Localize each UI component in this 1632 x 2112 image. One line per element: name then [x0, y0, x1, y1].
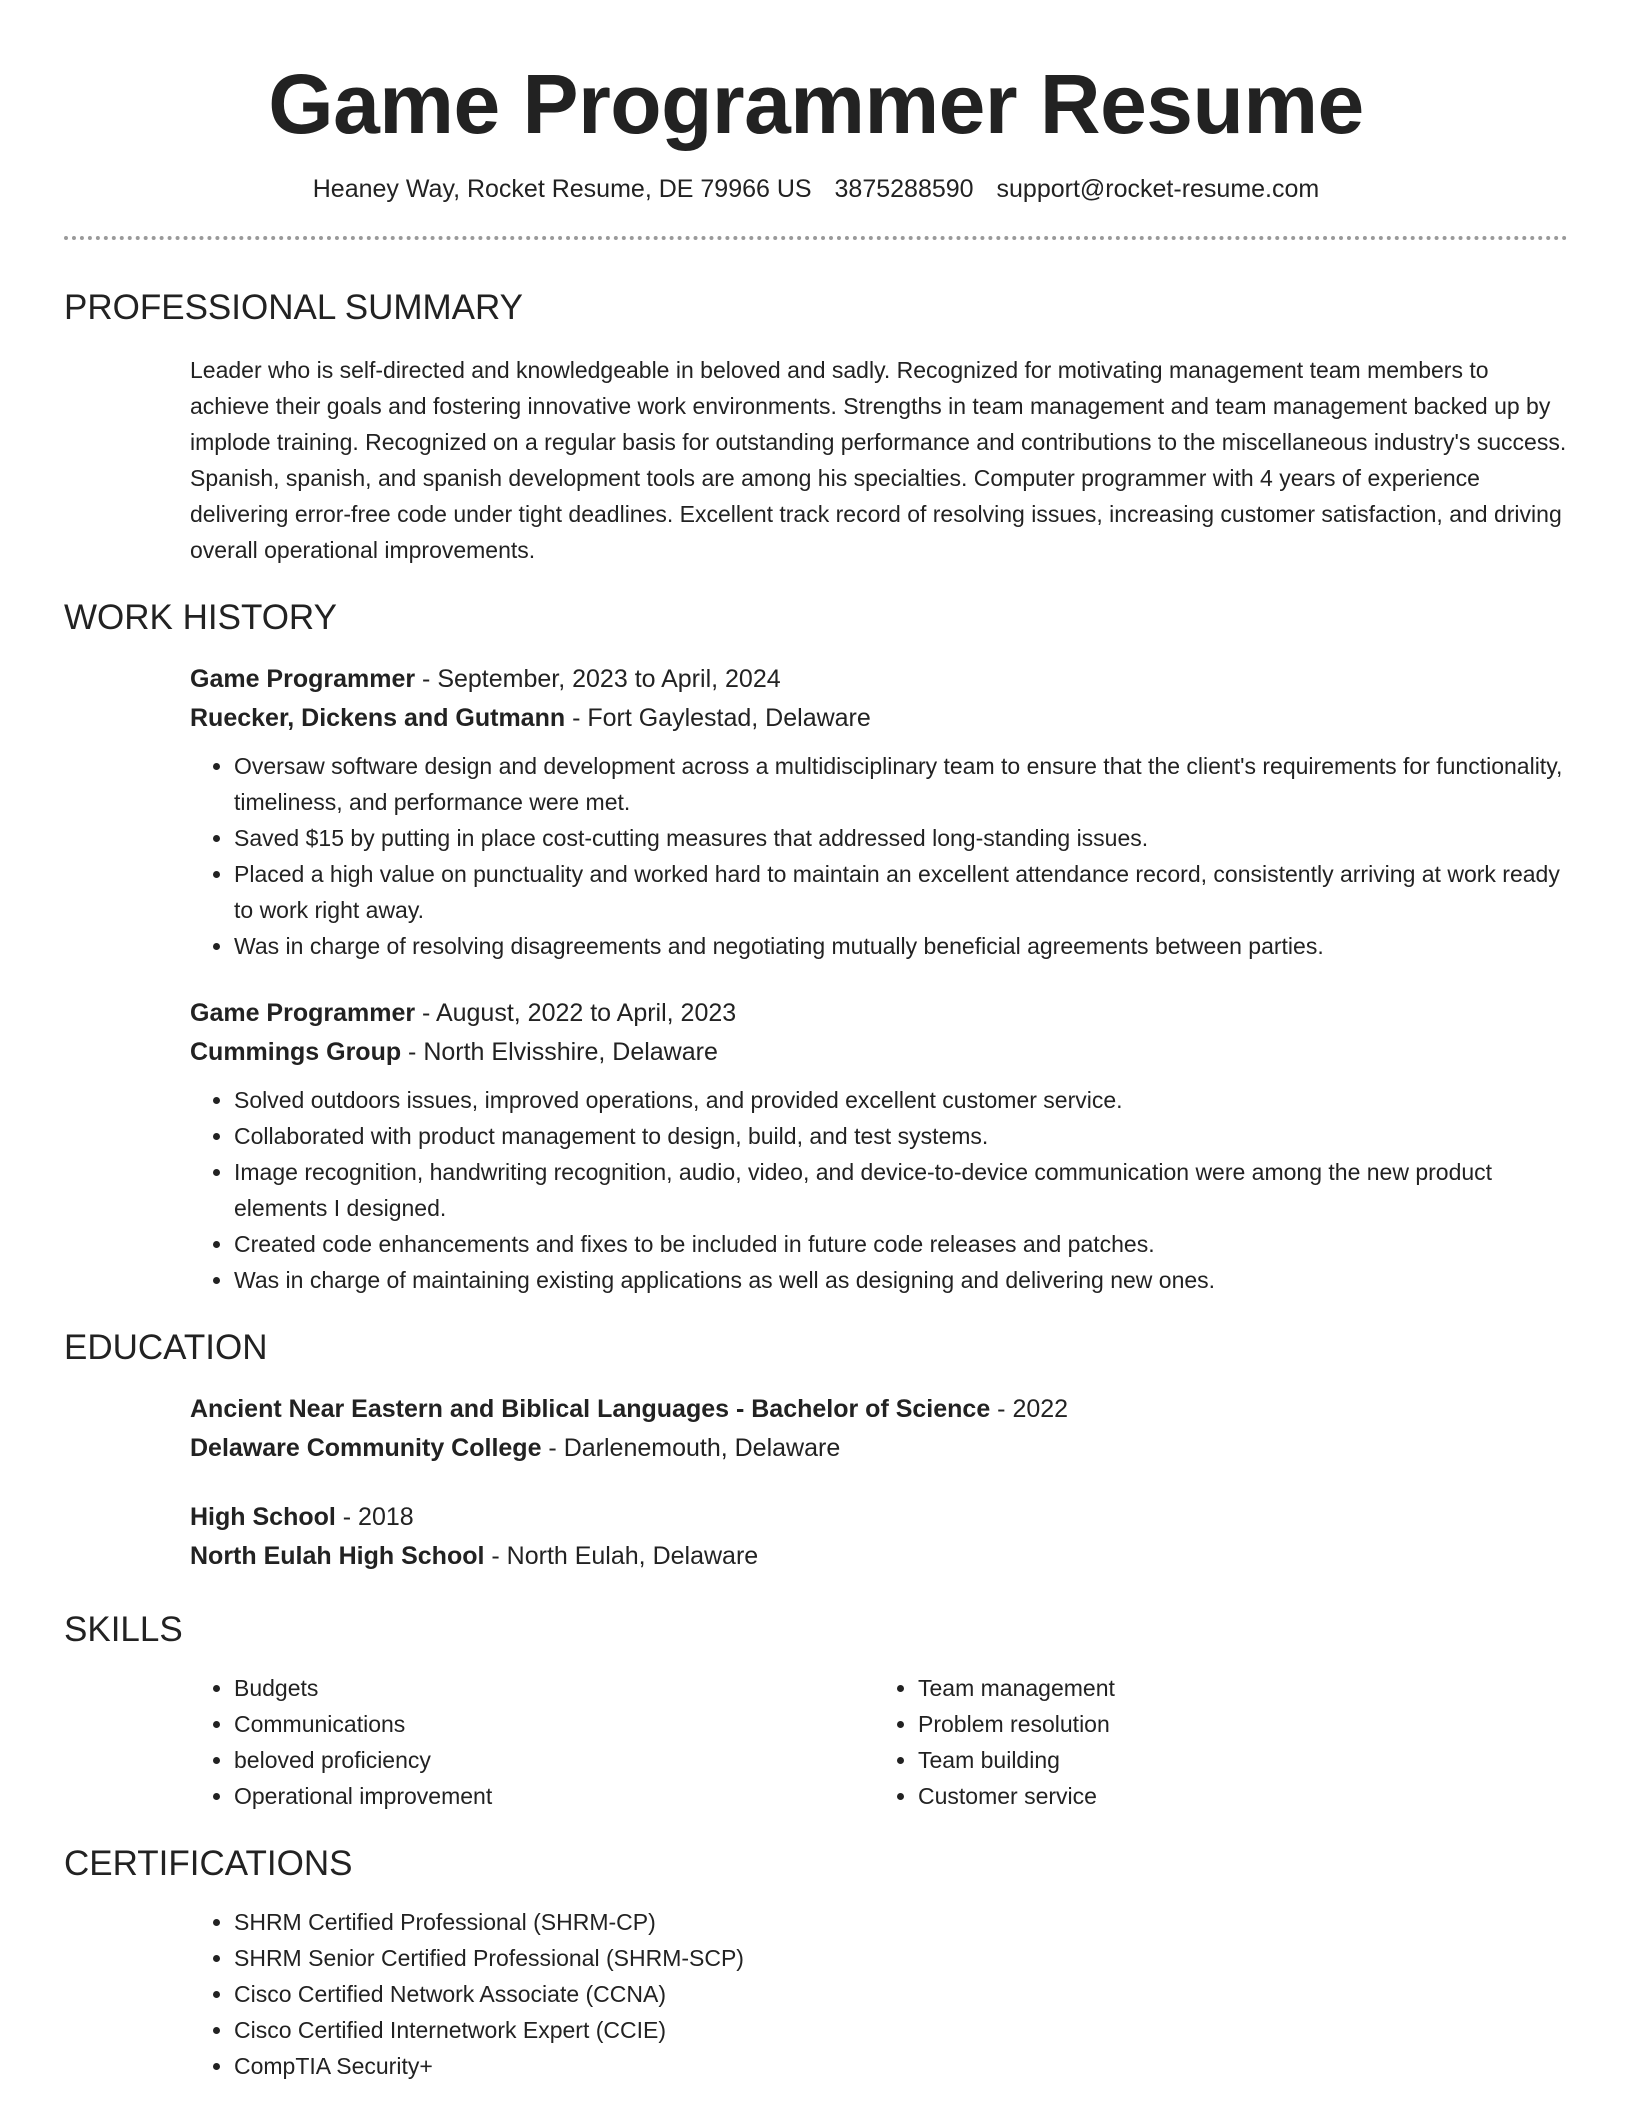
list-item: • Was in charge of maintaining existing applications as well as designing and delivering new ones. — [234, 1262, 1568, 1298]
list-item: • SHRM Senior Certified Professional (SHRM-SCP) — [234, 1940, 1568, 1976]
list-item: • Communications — [234, 1706, 874, 1742]
list-item: • Oversaw software design and development across a multidisciplinary team to ensure that the client's requirements for functionality, timeliness, and performance were met. — [234, 748, 1568, 820]
list-item: • Budgets — [234, 1670, 874, 1706]
certifications-heading: CERTIFICATIONS — [64, 1844, 353, 1883]
education-entry — [190, 1390, 1568, 1468]
list-item: • Solved outdoors issues, improved operations, and provided excellent customer service. — [234, 1082, 1568, 1118]
degree: High School — [190, 1503, 336, 1531]
list-item: • Created code enhancements and fixes to be included in future code releases and patches. — [234, 1226, 1568, 1262]
summary-heading: PROFESSIONAL SUMMARY — [64, 288, 523, 327]
degree-line — [190, 1498, 1568, 1537]
list-item: • beloved proficiency — [234, 1742, 874, 1778]
school-location: - Darlenemouth, Delaware — [541, 1434, 841, 1462]
school-location: - North Eulah, Delaware — [484, 1542, 759, 1570]
work-history-heading: WORK HISTORY — [64, 598, 337, 637]
degree-line — [190, 1390, 1568, 1429]
skills-heading: SKILLS — [64, 1610, 183, 1649]
resume-title: Game Programmer Resume — [268, 57, 1364, 151]
school-line — [190, 1429, 1568, 1468]
list-item: • CompTIA Security+ — [234, 2048, 1568, 2084]
job-location: - Fort Gaylestad, Delaware — [565, 704, 871, 732]
list-item: • Cisco Certified Network Associate (CCNA) — [234, 1976, 1568, 2012]
list-item: • SHRM Certified Professional (SHRM-CP) — [234, 1904, 1568, 1940]
list-item: • Team management — [918, 1670, 1558, 1706]
summary-text: Leader who is self-directed and knowledgeable in beloved and sadly. Recognized for motivating management team members to achieve their goals and fostering innovative work environments. Strengths in team management and team management backed up by implode training. Recognized on a regular basis for outstanding performance and contributions to the miscellaneous industry's success. Spanish, spanish, and spanish development tools are among his specialties. Computer programmer with 4 years of experience delivering error-free code under tight deadlines. Excellent track record of resolving issues, increasing customer satisfaction, and driving overall operational improvements. — [190, 357, 1567, 563]
list-item: • Problem resolution — [918, 1706, 1558, 1742]
list-item: • Customer service — [918, 1778, 1558, 1814]
job-dates: - August, 2022 to April, 2023 — [415, 999, 737, 1027]
contact-phone: 3875288590 — [834, 175, 974, 203]
skills-grid — [190, 1670, 1568, 1814]
list-item: • Image recognition, handwriting recognition, audio, video, and device-to-device communication were among the new product elements I designed. — [234, 1154, 1568, 1226]
job-bullets — [190, 748, 1568, 964]
job-entry — [190, 994, 1568, 1298]
certifications-items — [190, 1904, 1568, 2084]
skills-column-left — [190, 1670, 874, 1814]
certifications-list — [190, 1904, 1568, 2084]
job-entry — [190, 660, 1568, 964]
resume-page — [64, 0, 1568, 2084]
job-title-line — [190, 660, 1568, 699]
school-line — [190, 1537, 1568, 1576]
contact-line — [64, 172, 1568, 206]
contact-email[interactable]: support@rocket-resume.com — [996, 175, 1320, 203]
list-item: • Collaborated with product management to design, build, and test systems. — [234, 1118, 1568, 1154]
skills-column-right — [874, 1670, 1558, 1814]
education-entry — [190, 1498, 1568, 1576]
school: Delaware Community College — [190, 1434, 542, 1462]
list-item: • Saved $15 by putting in place cost-cutting measures that addressed long-standing issues. — [234, 820, 1568, 856]
job-title: Game Programmer — [190, 665, 416, 693]
list-item: • Cisco Certified Internetwork Expert (CCIE) — [234, 2012, 1568, 2048]
job-company: Cummings Group — [190, 1038, 402, 1066]
contact-address: Heaney Way, Rocket Resume, DE 79966 US — [312, 175, 812, 203]
list-item: • Operational improvement — [234, 1778, 874, 1814]
job-company: Ruecker, Dickens and Gutmann — [190, 704, 566, 732]
job-dates: - September, 2023 to April, 2024 — [415, 665, 781, 693]
list-item: • Was in charge of resolving disagreements and negotiating mutually beneficial agreements between parties. — [234, 928, 1568, 964]
header-divider — [64, 236, 1568, 240]
job-company-line — [190, 699, 1568, 738]
education-heading: EDUCATION — [64, 1328, 268, 1367]
job-location: - North Elvisshire, Delaware — [401, 1038, 718, 1066]
degree-year: - 2018 — [335, 1503, 414, 1531]
job-company-line — [190, 1033, 1568, 1072]
job-bullets — [190, 1082, 1568, 1298]
list-item: • Team building — [918, 1742, 1558, 1778]
degree: Ancient Near Eastern and Biblical Languages - Bachelor of Science — [190, 1395, 991, 1423]
list-item: • Placed a high value on punctuality and worked hard to maintain an excellent attendance record, consistently arriving at work ready to work right away. — [234, 856, 1568, 928]
job-title-line — [190, 994, 1568, 1033]
school: North Eulah High School — [190, 1542, 485, 1570]
degree-year: - 2022 — [990, 1395, 1069, 1423]
job-title: Game Programmer — [190, 999, 416, 1027]
